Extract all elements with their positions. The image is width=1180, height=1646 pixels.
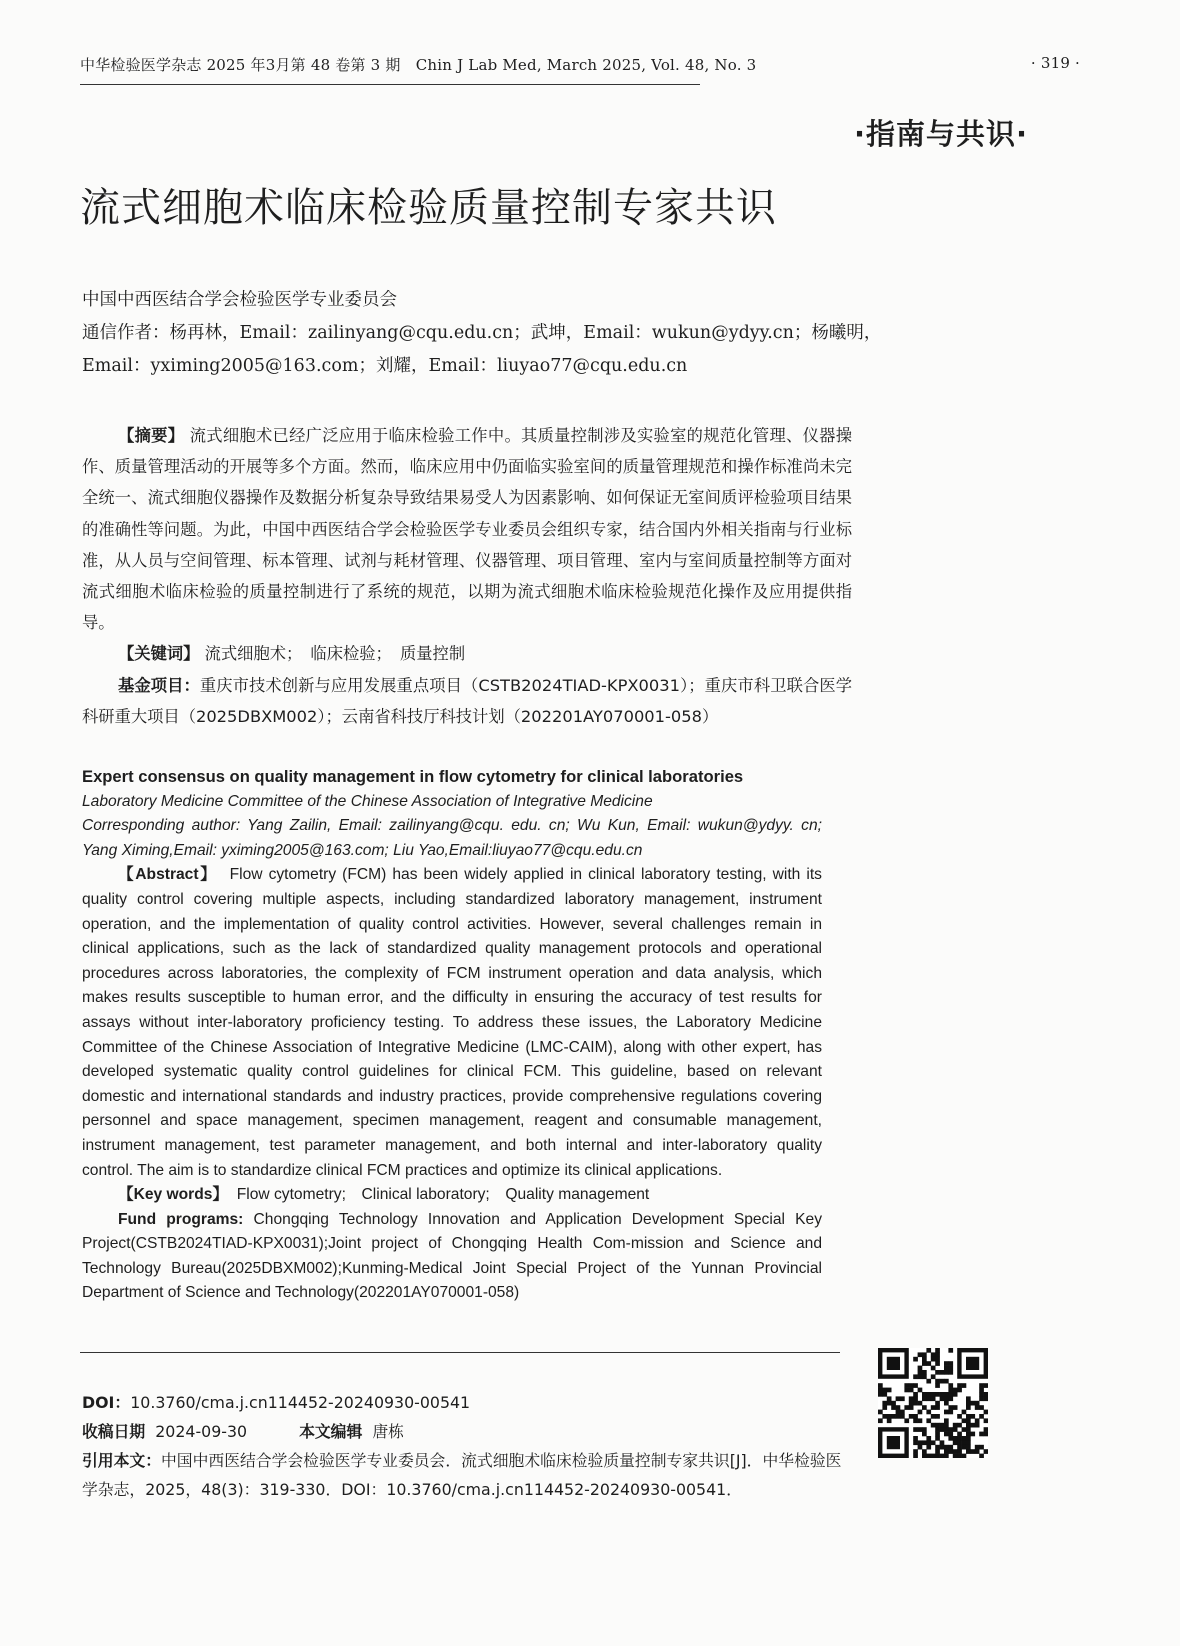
doi-label: DOI： — [82, 1393, 131, 1412]
zh-fund — [82, 670, 852, 732]
zh-fund-label: 基金项目： — [118, 675, 200, 695]
en-abstract-paragraph — [82, 863, 822, 1183]
en-correspondence: Corresponding author: Yang Zailin, Email: zailinyang@cqu. edu. cn; Wu Kun, Email: wukun@ydyy. cn; Yang Ximing,Email: yximing2005@163.com; Liu Yao,Email:liuyao77@cqu.edu.cn — [82, 817, 822, 859]
zh-keywords-label: 【关键词】 — [118, 644, 200, 664]
zh-keywords-text: 流式细胞术； 临床检验； 质量控制 — [204, 644, 466, 664]
citation-label: 引用本文： — [82, 1451, 161, 1470]
zh-abstract-label: 【摘要】 — [118, 426, 185, 445]
english-abstract — [82, 765, 822, 1306]
header-rule — [80, 84, 700, 85]
en-keywords — [82, 1183, 822, 1208]
qr-code-icon[interactable] — [878, 1348, 988, 1458]
zh-keywords — [82, 638, 852, 669]
en-title: Expert consensus on quality management in flow cytometry for clinical laboratories — [82, 767, 744, 786]
page-number: · 319 · — [1030, 54, 1080, 72]
chinese-abstract — [82, 420, 852, 732]
article-footer — [82, 1388, 852, 1504]
en-keywords-text: Flow cytometry; Clinical laboratory; Quality management — [236, 1186, 650, 1204]
journal-citation-line: 中华检验医学杂志 2025 年3月第 48 卷第 3 期 Chin J Lab Med, March 2025, Vol. 48, No. 3 — [80, 56, 757, 74]
qr-code-graphic — [878, 1348, 988, 1458]
citation-text: 中国中西医结合学会检验医学专业委员会．流式细胞术临床检验质量控制专家共识[J]．中华检验医学杂志，2025，48(3)：319-330．DOI：10.3760/cma.j.cn114452-20240930-00541． — [82, 1451, 842, 1499]
editor-label: 本文编辑 — [299, 1422, 363, 1441]
received-line — [82, 1417, 852, 1446]
en-fund — [82, 1208, 822, 1306]
en-fund-text: Chongqing Technology Innovation and Application Development Special Key Project(CSTB2024TIAD-KPX0031);Joint project of Chongqing Health Com-mission and Science and Technology Bureau(2025DBXM002);Kunming-Medical Joint Special Project of the Yunnan Provincial Department of Science and Technology(202201AY070001-058) — [82, 1210, 822, 1302]
correspondence-line-2: Email：yximing2005@163.com；刘耀，Email：liuyao77@cqu.edu.cn — [82, 356, 688, 376]
zh-abstract-text: 流式细胞术已经广泛应用于临床检验工作中。其质量控制涉及实验室的规范化管理、仪器操作、质量管理活动的开展等多个方面。然而，临床应用中仍面临实验室间的质量管理规范和操作标准尚未完全统一、流式细胞仪器操作及数据分析复杂导致结果易受人为因素影响、如何保证无室间质评检验项目结果的准确性等问题。为此，中国中西医结合学会检验医学专业委员会组织专家，结合国内外相关指南与行业标准，从人员与空间管理、标本管理、试剂与耗材管理、仪器管理、项目管理、室内与室间质量控制等方面对流式细胞术临床检验的质量控制进行了系统的规范，以期为流式细胞术临床检验规范化操作及应用提供指导。 — [82, 426, 852, 633]
received-date: 2024-09-30 — [155, 1422, 248, 1441]
received-label: 收稿日期 — [82, 1422, 146, 1441]
correspondence-line-1: 通信作者：杨再林，Email：zailinyang@cqu.edu.cn；武坤，Email：wukun@ydyy.cn；杨曦明， — [82, 323, 882, 343]
zh-abstract-paragraph — [82, 420, 852, 638]
doi-line — [82, 1388, 852, 1417]
running-header — [80, 54, 1080, 78]
author-block — [82, 284, 1082, 383]
en-fund-label: Fund programs: — [118, 1210, 244, 1228]
column-tag: ·指南与共识· — [853, 117, 1028, 151]
doi-link[interactable]: 10.3760/cma.j.cn114452-20240930-00541 — [130, 1393, 471, 1412]
en-abstract-label: 【Abstract】 — [118, 866, 218, 884]
author-organization: 中国中西医结合学会检验医学专业委员会 — [82, 290, 397, 310]
en-organization: Laboratory Medicine Committee of the Chinese Association of Integrative Medicine — [82, 792, 653, 810]
zh-fund-text: 重庆市技术创新与应用发展重点项目（CSTB2024TIAD-KPX0031）；重庆市科卫联合医学科研重大项目（2025DBXM002）；云南省科技厅科技计划（202201AY070001-058） — [82, 675, 852, 726]
editor-name: 唐栋 — [372, 1422, 404, 1441]
article-title: 流式细胞术临床检验质量控制专家共识 — [80, 185, 777, 231]
citation-line — [82, 1446, 852, 1504]
en-abstract-text: Flow cytometry (FCM) has been widely applied in clinical laboratory testing, with its quality control covering multiple aspects, including standardized laboratory management, instrument operation, and the implementation of quality control activities. However, several challenges remain in clinical applications, such as the lack of standardized quality management protocols and operational procedures across laboratories, the complexity of FCM instrument operation and data analysis, which makes results susceptible to human error, and the difficulty in ensuring the accuracy of test results for assays without inter-laboratory proficiency testing. To address these issues, the Laboratory Medicine Committee of the Chinese Association of Integrative Medicine (LMC-CAIM), along with other expert, has developed systematic quality control guidelines for clinical FCM. This guideline, based on relevant domestic and international standards and industry practices, provide comprehensive regulations covering personnel and space management, specimen management, reagent and consumable management, instrument management, test parameter management, and both internal and inter-laboratory quality control. The aim is to standardize clinical FCM practices and optimize its clinical applications. — [82, 866, 822, 1179]
footer-rule — [80, 1352, 840, 1353]
en-keywords-label: 【Key words】 — [118, 1186, 229, 1204]
